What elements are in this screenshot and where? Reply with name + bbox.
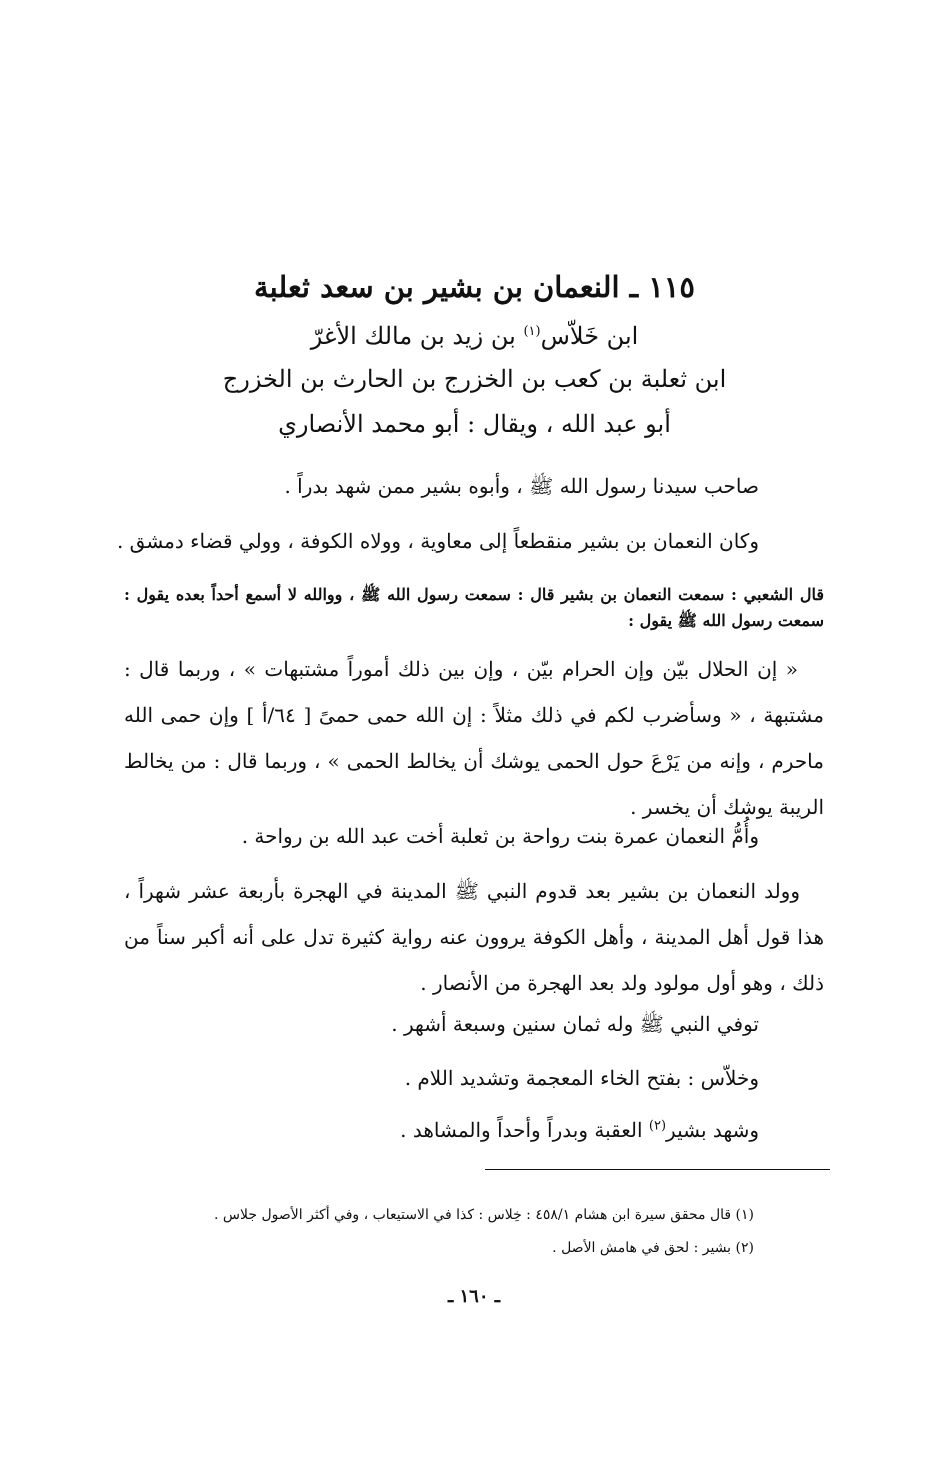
page-number: ـ ١٦٠ ـ: [447, 1286, 501, 1307]
paragraph-governorship: وكان النعمان بن بشير منقطعاً إلى معاوية ، وولاه الكوفة ، وولي قضاء دمشق .: [116, 529, 759, 553]
kunya-line: أبو عبد الله ، ويقال : أبو محمد الأنصاري: [278, 410, 671, 438]
footnote-separator: [485, 1169, 830, 1170]
paragraph-hadith: « إن الحلال بيّن وإن الحرام بيّن ، وإن بين ذلك أموراً مشتبهات » ، وربما قال : مشتبهة ، « وسأضرب لكم في ذلك مثلاً : إن الله حمى حمىً [ ٦٤/أ ] وإن حمى الله ماحرم ، وإنه من يَرْعَ حول الحمى يوشك أن يخالط الحمى » ، وربما قال : من يخالط الريبة يوشك أن يخسر .: [124, 657, 824, 819]
footnote-1: (١) قال محقق سيرة ابن هشام ٤٥٨/١ : خِلاس : كذا في الاستيعاب ، وفي أكثر الأصول جلاس .: [214, 1207, 754, 1223]
paragraph-birth: وولد النعمان بن بشير بعد قدوم النبي ﷺ المدينة في الهجرة بأربعة عشر شهراً ، هذا قول أهل المدينة ، وأهل الكوفة يروون عنه رواية كثيرة تدل على أنه أكبر سناً من ذلك ، وهو أول مولود ولد بعد الهجرة من الأنصار .: [124, 879, 824, 995]
paragraph-battles: [400, 1118, 759, 1142]
paragraph-shabi-narration: قال الشعبي : سمعت النعمان بن بشير قال : سمعت رسول الله ﷺ ، ووالله لا أسمع أحداً بعده يقول : سمعت رسول الله ﷺ يقول :: [124, 585, 824, 630]
paragraph-battles-end: العقبة وبدراً وأحداً والمشاهد .: [400, 1118, 649, 1142]
footnote-2: (٢) بشير : لحق في هامش الأصل .: [552, 1240, 754, 1256]
footnote-ref-1: (١): [523, 324, 541, 339]
paragraph-name-vocalization: وخلاّس : بفتح الخاء المعجمة وتشديد اللام .: [404, 1066, 759, 1090]
lineage-line-1-start: ابن خَلاّس: [540, 322, 639, 350]
paragraph-companion: صاحب سيدنا رسول الله ﷺ ، وأبوه بشير ممن شهد بدراً .: [284, 474, 759, 498]
footnote-ref-2: (٢): [648, 1118, 667, 1134]
paragraph-battles-start: وشهد بشير: [666, 1118, 759, 1142]
lineage-line-2: ابن ثعلبة بن كعب بن الخزرج بن الحارث بن الخزرج: [222, 365, 727, 393]
lineage-line-1-end: بن زيد بن مالك الأغرّ: [310, 322, 524, 350]
paragraph-mother: وأُمُّ النعمان عمرة بنت رواحة بن ثعلبة أخت عبد الله بن رواحة .: [241, 824, 759, 848]
entry-title: ١١٥ ـ النعمان بن بشير بن سعد ثعلبة: [254, 270, 695, 304]
paragraph-age-at-prophet-death: توفي النبي ﷺ وله ثمان سنين وسبعة أشهر .: [391, 1012, 759, 1036]
lineage-line-1: [120, 322, 829, 350]
